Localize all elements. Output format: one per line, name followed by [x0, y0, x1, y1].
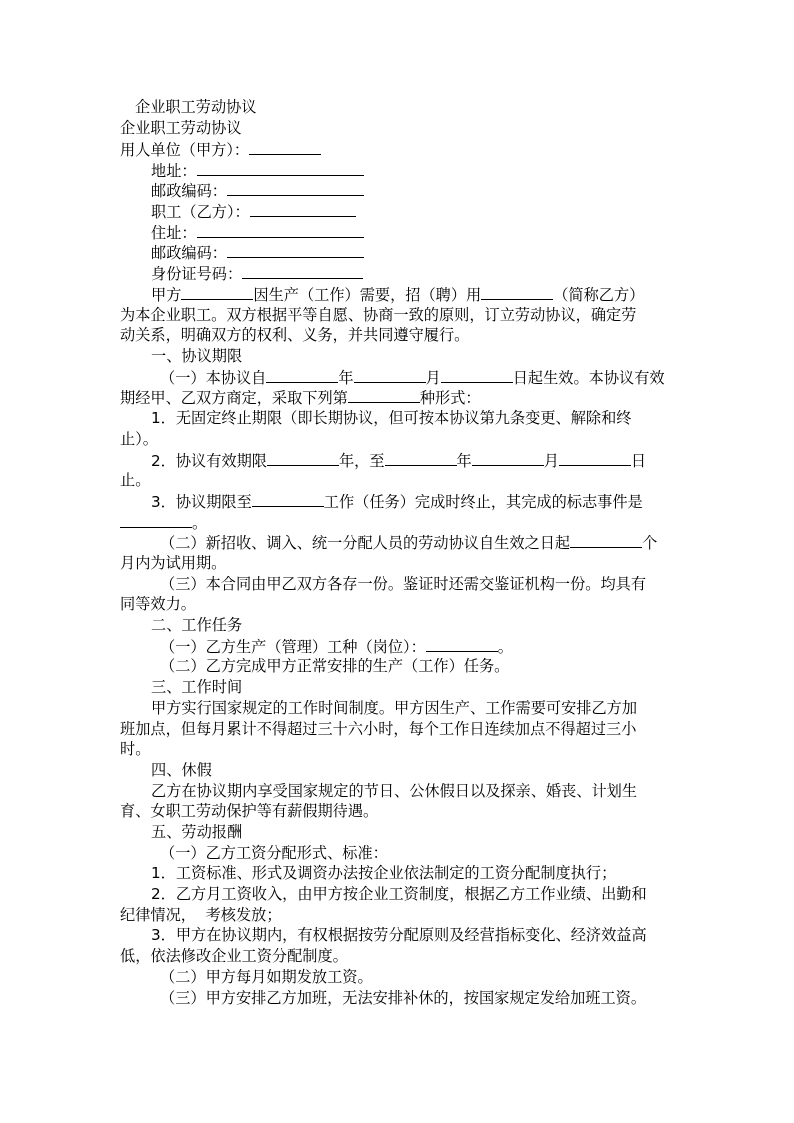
section-2-heading-text: 二、工作任务 — [151, 616, 243, 634]
s5-item2-text-2: 纪律情况， 考核发放； — [120, 906, 282, 924]
residence-label: 住址： — [151, 224, 197, 242]
intro-line-2 — [120, 305, 636, 326]
s5-item1-line — [151, 863, 616, 884]
s4-text-1: 乙方在协议期内享受国家规定的节日、公休假日以及探亲、婚丧、计划生 — [151, 782, 637, 800]
s1-item2-text-d: 月 — [543, 452, 559, 470]
section-2-heading — [151, 615, 242, 636]
s5-p1-text: （一）乙方工资分配形式、标准： — [160, 844, 388, 862]
s1-item2-line-2 — [120, 470, 150, 491]
s1-p2-text-a: （二）新招收、调入、统一分配人员的劳动协议自生效之日起 — [160, 534, 571, 552]
s1-p2-text-2: 月内为试用期。 — [120, 554, 227, 572]
employer-line — [120, 139, 321, 160]
s1-item3-text-2: 。 — [192, 514, 208, 532]
s1-p1-text-c: 月 — [425, 369, 441, 387]
s1-p3-text-2: 同等效力。 — [120, 595, 196, 613]
s1-item2-text-b: 年，至 — [338, 452, 385, 470]
s1-p2-line-1 — [160, 532, 657, 553]
id-blank — [242, 263, 363, 279]
s1-p1-line-1 — [160, 367, 665, 388]
s1-form-blank — [348, 387, 420, 403]
s1-item2-text-c: 年 — [456, 452, 472, 470]
s1-p1-text-b: 年 — [338, 369, 354, 387]
id-line — [151, 263, 363, 284]
address-label: 地址： — [151, 162, 197, 180]
s1-item3-blank-2 — [120, 512, 192, 528]
intro-text-c: （简称乙方） — [553, 286, 645, 304]
s2-p1-text-a: （一）乙方生产（管理）工种（岗位）： — [160, 638, 426, 656]
s2-post-blank — [426, 636, 498, 652]
s1-item3-text-a: 3．协议期限至 — [151, 493, 252, 511]
s1-p2-blank — [570, 532, 642, 548]
section-1-heading-text: 一、协议期限 — [151, 347, 243, 365]
s1-p3-line-2 — [120, 594, 196, 615]
s1-item2-text-2: 止。 — [120, 471, 151, 489]
postcode2-blank — [227, 242, 364, 258]
document-title — [120, 118, 242, 139]
s5-item2-text-1: 2．乙方月工资收入，由甲方按企业工资制度，根据乙方工作业绩、出勤和 — [151, 885, 647, 903]
title-top-text: 企业职工劳动协议 — [135, 98, 257, 116]
s3-text-1: 甲方实行国家规定的工作时间制度。甲方因生产、工作需要可安排乙方加 — [151, 699, 637, 717]
s1-p1-text-d: 日起生效。本协议有效 — [512, 369, 665, 387]
id-label: 身份证号码： — [151, 265, 243, 283]
section-1-heading — [151, 346, 242, 367]
intro-text-a: 甲方 — [151, 286, 182, 304]
s1-item2-blank-3 — [472, 450, 544, 466]
s1-item2-blank-1 — [267, 450, 339, 466]
intro-text-2: 为本企业职工。双方根据平等自愿、协商一致的原则，订立劳动协议，确定劳 — [120, 306, 637, 324]
s3-line-3 — [120, 739, 150, 760]
s1-p3-line-1 — [160, 574, 646, 595]
employee-label: 职工（乙方）： — [151, 203, 250, 221]
s1-p2-line-2 — [120, 553, 226, 574]
intro-blank-1 — [181, 284, 253, 300]
s1-item3-blank-1 — [252, 491, 324, 507]
intro-line-3 — [120, 325, 469, 346]
s1-item2-blank-4 — [559, 450, 631, 466]
s1-p2-text-b: 个 — [642, 534, 658, 552]
s1-item3-line-1 — [151, 491, 643, 512]
section-3-heading-text: 三、工作时间 — [151, 678, 243, 696]
s5-p1-line — [160, 843, 388, 864]
intro-text-b: 因生产（工作）需要，招（聘）用 — [253, 286, 482, 304]
s1-item2-blank-2 — [385, 450, 457, 466]
s1-p3-text-1: （三）本合同由甲乙双方各存一份。鉴证时还需交鉴证机构一份。均具有 — [160, 575, 646, 593]
s4-text-2: 育、女职工劳动保护等有薪假期待遇。 — [120, 802, 379, 820]
s2-p2-text: （二）乙方完成甲方正常安排的生产（工作）任务。 — [160, 657, 510, 675]
s1-p1-l2-text-b: 种形式： — [419, 389, 481, 407]
s1-year-blank — [266, 367, 338, 383]
s4-line-2 — [120, 801, 378, 822]
employee-line — [151, 201, 356, 222]
residence-blank — [197, 222, 364, 238]
s1-p1-line-2 — [120, 387, 481, 408]
s1-day-blank — [441, 367, 513, 383]
address-line — [151, 160, 364, 181]
s5-item3-line-2 — [120, 946, 348, 967]
s1-item1-line-1 — [151, 408, 631, 429]
section-5-heading — [151, 822, 242, 843]
postcode2-label: 邮政编码： — [151, 244, 227, 262]
section-5-heading-text: 五、劳动报酬 — [151, 823, 243, 841]
intro-blank-2 — [481, 284, 553, 300]
postcode-line — [151, 180, 364, 201]
s5-item3-text-1: 3．甲方在协议期内，有权根据按劳分配原则及经营指标变化、经济效益高 — [151, 926, 647, 944]
section-4-heading-text: 四、休假 — [151, 761, 212, 779]
s1-item1-text-1: 1．无固定终止期限（即长期协议，但可按本协议第九条变更、解除和终 — [151, 409, 632, 427]
residence-line — [151, 222, 364, 243]
document-title-text: 企业职工劳动协议 — [120, 119, 242, 137]
s5-item2-line-1 — [151, 884, 647, 905]
postcode-label: 邮政编码： — [151, 182, 227, 200]
s1-item1-line-2 — [120, 429, 158, 450]
s1-item1-text-2: 止）。 — [120, 430, 158, 448]
s5-p2-line — [160, 967, 373, 988]
s2-p1-line — [160, 636, 513, 657]
s1-item3-line-2 — [120, 512, 207, 533]
section-3-heading — [151, 677, 242, 698]
s5-p2-text: （二）甲方每月如期发放工资。 — [160, 968, 373, 986]
s1-item2-text-a: 2．协议有效期限 — [151, 452, 267, 470]
s1-p1-text-a: （一）本协议自 — [160, 369, 267, 387]
s3-text-3: 时。 — [120, 740, 151, 758]
address-blank — [197, 160, 364, 176]
s2-p2-line — [160, 656, 509, 677]
s1-item2-line-1 — [151, 450, 646, 471]
employer-label: 用人单位（甲方）： — [120, 141, 250, 159]
title-top — [135, 97, 257, 118]
s3-line-1 — [151, 698, 637, 719]
s1-item3-text-b: 工作（任务）完成时终止，其完成的标志事件是 — [323, 493, 643, 511]
s3-text-2: 班加点，但每月累计不得超过三十六小时，每个工作日连续加点不得超过三小 — [120, 720, 637, 738]
section-4-heading — [151, 760, 212, 781]
s5-item3-text-2: 低，依法修改企业工资分配制度。 — [120, 947, 348, 965]
s1-p1-l2-text-a: 期经甲、乙双方商定，采取下列第 — [120, 389, 348, 407]
s5-p3-text: （三）甲方安排乙方加班，无法安排补休的，按国家规定发给加班工资。 — [160, 989, 646, 1007]
s5-item1-text: 1．工资标准、形式及调资办法按企业依法制定的工资分配制度执行； — [151, 864, 617, 882]
s2-p1-text-b: 。 — [497, 638, 513, 656]
intro-line-1 — [151, 284, 644, 305]
s3-line-2 — [120, 719, 636, 740]
s5-item2-line-2 — [120, 905, 282, 926]
postcode2-line — [151, 242, 364, 263]
s5-item3-line-1 — [151, 925, 647, 946]
s1-item2-text-e: 日 — [630, 452, 647, 470]
s4-line-1 — [151, 781, 637, 802]
postcode-blank — [227, 180, 364, 196]
intro-text-3: 动关系，明确双方的权利、义务，并共同遵守履行。 — [120, 326, 470, 344]
s1-month-blank — [354, 367, 426, 383]
employee-blank — [250, 201, 356, 217]
employer-blank — [249, 139, 321, 155]
s5-p3-line — [160, 988, 646, 1009]
